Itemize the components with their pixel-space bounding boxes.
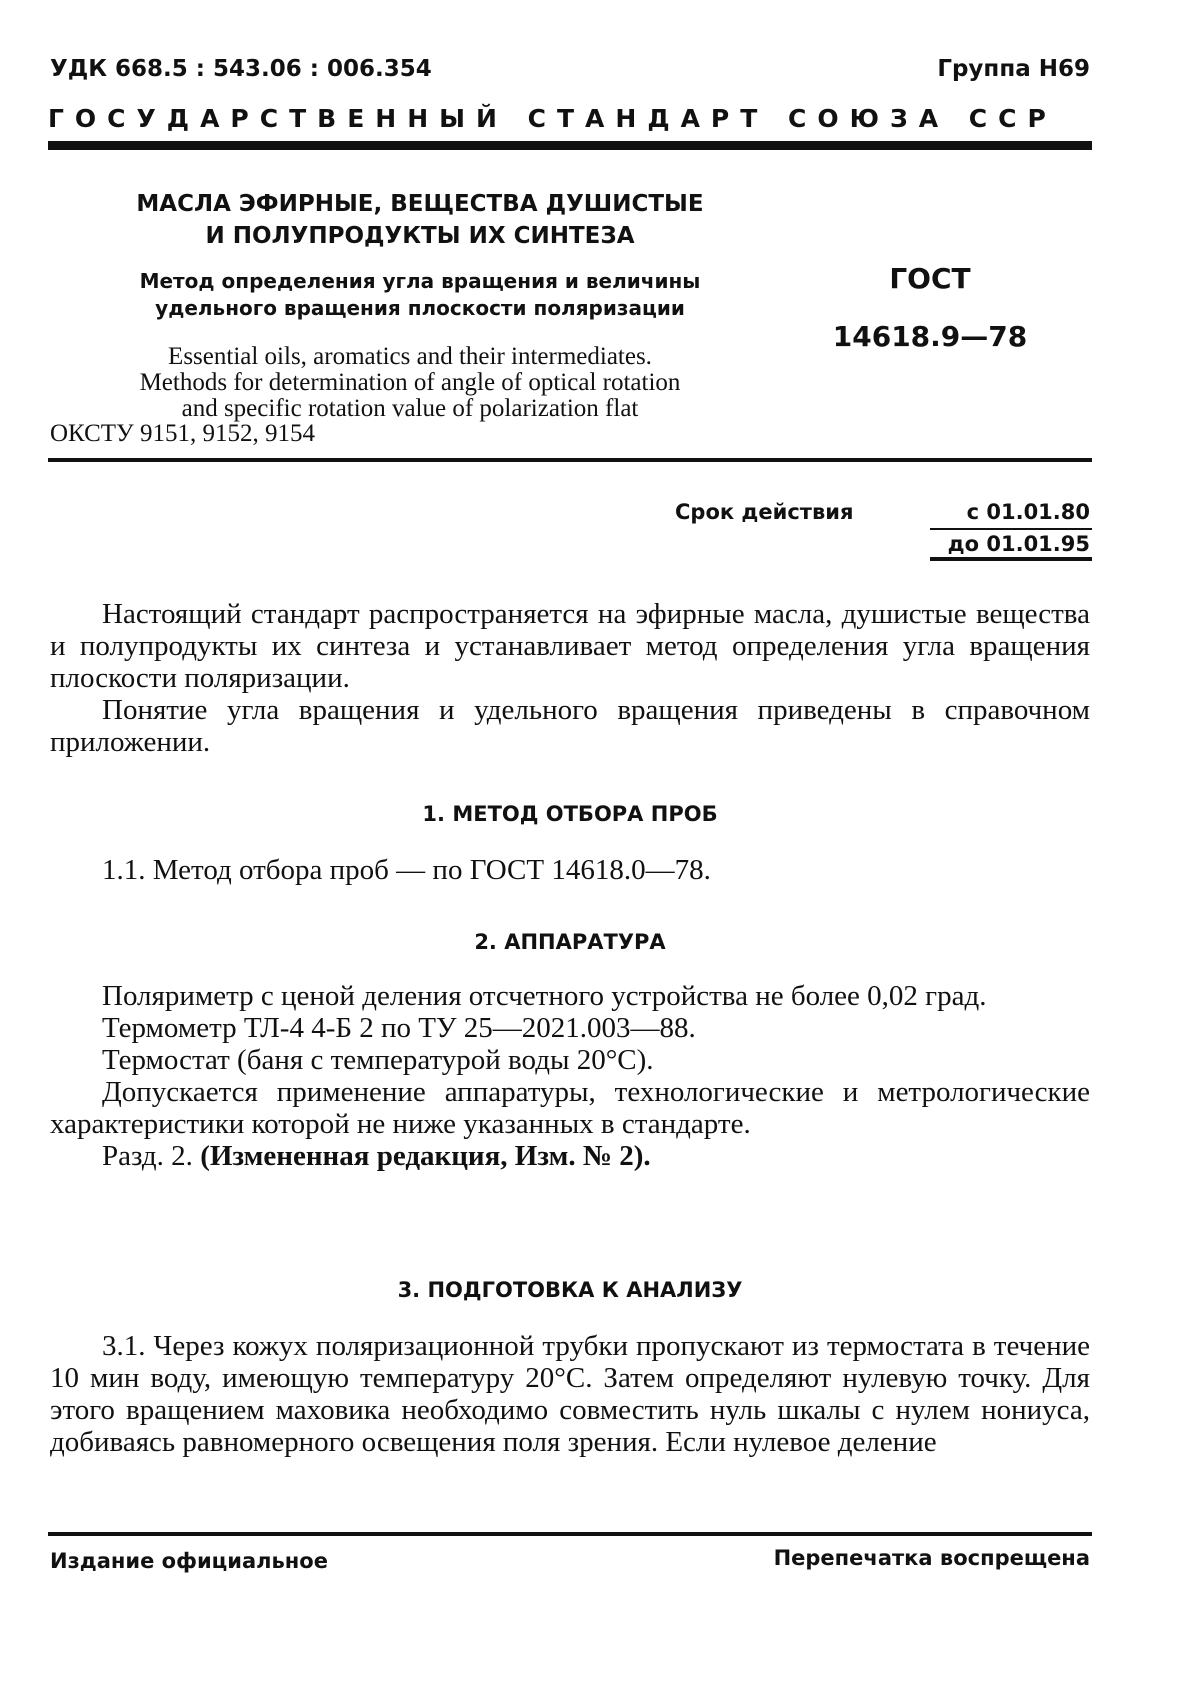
section-2-paragraph-2: Термометр ТЛ-4 4-Б 2 по ТУ 25—2021.003—88. [102, 1012, 696, 1044]
gost-label: ГОСТ [889, 262, 971, 295]
amendment-note-prefix: Разд. 2. [102, 1140, 201, 1172]
section-2-heading: 2. АППАРАТУРА [474, 930, 666, 954]
okstu-codes: ОКСТУ 9151, 9152, 9154 [50, 420, 316, 447]
section-3-heading: 3. ПОДГОТОВКА К АНАЛИЗУ [397, 1278, 743, 1302]
section-1-heading: 1. МЕТОД ОТБОРА ПРОБ [422, 802, 718, 826]
valid-to-date: до 01.01.95 [947, 532, 1090, 556]
title-line-1: МАСЛА ЭФИРНЫЕ, ВЕЩЕСТВА ДУШИСТЫЕ [136, 191, 704, 217]
section-1-paragraph-1: 1.1. Метод отбора проб — по ГОСТ 14618.0—78. [102, 854, 711, 886]
section-2-paragraph-4: Допускается применение аппаратуры, технологические и метрологические характеристики которой не ниже указанных в стандарте. [50, 1076, 1090, 1140]
gost-number: 14618.9—78 [832, 320, 1028, 353]
subtitle-line-1: Метод определения угла вращения и величины [139, 269, 701, 293]
english-title [50, 344, 770, 422]
footer-rule [48, 1532, 1092, 1536]
valid-from-date: с 01.01.80 [966, 500, 1090, 524]
reprint-forbidden-note: Перепечатка воспрещена [773, 1546, 1090, 1570]
section-2-paragraph-1: Поляриметр с ценой деления отсчетного устройства не более 0,02 град. [102, 980, 987, 1012]
amendment-note: (Измененная редакция, Изм. № 2). [200, 1140, 651, 1172]
intro-text [50, 598, 1090, 758]
validity-underline [930, 557, 1092, 561]
intro-paragraph-1: Настоящий стандарт распространяется на эфирные масла, душистые вещества и полупродукты их синтеза и устанавливает метод определения угла вращения плоскости поляризации. [50, 598, 1090, 694]
english-title-line-2: Methods for determination of angle of optical rotation [139, 369, 681, 396]
validity-separator [930, 528, 1092, 530]
header-rule [48, 141, 1092, 150]
title-line-2: И ПОЛУПРОДУКТЫ ИХ СИНТЕЗА [205, 223, 635, 249]
section-1-text [50, 854, 1090, 886]
validity-label: Срок действия [675, 500, 854, 524]
section-3-paragraph-1: 3.1. Через кожух поляризационной трубки пропускают из термостата в течение 10 мин воду, имеющую температуру 20°С. Затем определяют нулевую точку. Для этого вращением маховика необходимо совместить нуль шкалы с нулем нониуса, добиваясь равномерного освещения поля зрения. Если нулевое деление [50, 1330, 1090, 1458]
title-rule [48, 458, 1092, 462]
english-title-line-3: and specific rotation value of polarization flat [181, 395, 639, 422]
section-3-text [50, 1330, 1090, 1458]
section-2-paragraph-3: Термостат (баня с температурой воды 20°С). [102, 1044, 654, 1076]
intro-paragraph-2: Понятие угла вращения и удельного вращения приведены в справочном приложении. [50, 694, 1090, 758]
group-code: Группа Н69 [937, 56, 1090, 82]
section-2-text [50, 980, 1090, 1172]
udk-code: УДК 668.5 : 543.06 : 006.354 [50, 56, 432, 82]
official-edition-note: Издание официальное [50, 1549, 328, 1573]
english-title-line-1: Essential oils, aromatics and their intermediates. [168, 343, 652, 370]
state-standard-header: ГОСУДАРСТВЕННЫЙ СТАНДАРТ СОЮЗА ССР [48, 104, 1057, 133]
subtitle-line-2: удельного вращения плоскости поляризации [155, 296, 685, 320]
document-subtitle [60, 268, 780, 322]
document-title [60, 188, 780, 252]
section-2-paragraph-5 [50, 1140, 1090, 1172]
